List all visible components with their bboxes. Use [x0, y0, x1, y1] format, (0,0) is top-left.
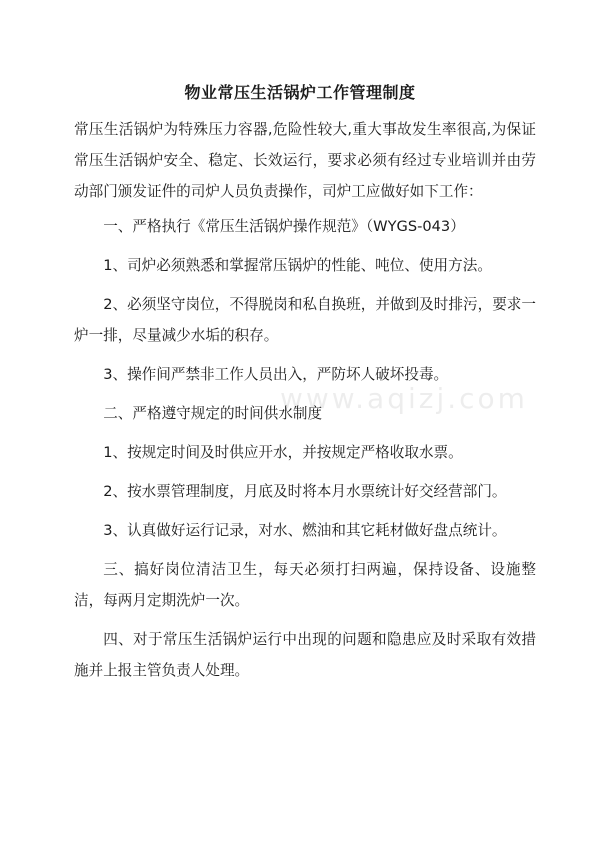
intro-paragraph: 常压生活锅炉为特殊压力容器,危险性较大,重大事故发生率很高,为保证常压生活锅炉安全、稳定、长效运行，要求必须有经过专业培训并由劳动部门颁发证件的司炉人员负责操作，司炉工应做好如下工作：: [74, 121, 536, 200]
section-2-heading: 二、严格遵守规定的时间供水制度: [103, 405, 323, 422]
document-title: 物业常压生活锅炉工作管理制度: [184, 83, 416, 102]
watermark: www.aqizj.com: [280, 382, 528, 415]
section-4-paragraph: 四、对于常压生活锅炉运行中出现的问题和隐患应及时采取有效措施并上报主管负责人处理。: [74, 631, 536, 679]
document-body: [74, 114, 536, 694]
section-1-heading: 一、严格执行《常压生活锅炉操作规范》（WYGS-043）: [103, 218, 465, 235]
section-2-item-3: 3、认真做好运行记录，对水、燃油和其它耗材做好盘点统计。: [103, 522, 507, 539]
section-3-paragraph: 三、搞好岗位清洁卫生，每天必须打扫两遍，保持设备、设施整洁，每两月定期洗炉一次。: [74, 561, 536, 609]
section-1-item-3: 3、操作间严禁非工作人员出入，严防坏人破坏投毒。: [103, 366, 449, 383]
section-1-item-1: 1、司炉必须熟悉和掌握常压锅炉的性能、吨位、使用方法。: [103, 257, 492, 274]
section-2-item-2: 2、按水票管理制度，月底及时将本月水票统计好交经营部门。: [103, 483, 507, 500]
section-2-item-1: 1、按规定时间及时供应开水，并按规定严格收取水票。: [103, 444, 463, 461]
section-1-item-2: 2、必须坚守岗位，不得脱岗和私自换班，并做到及时排污，要求一炉一排，尽量减少水垢的积存。: [74, 296, 536, 344]
